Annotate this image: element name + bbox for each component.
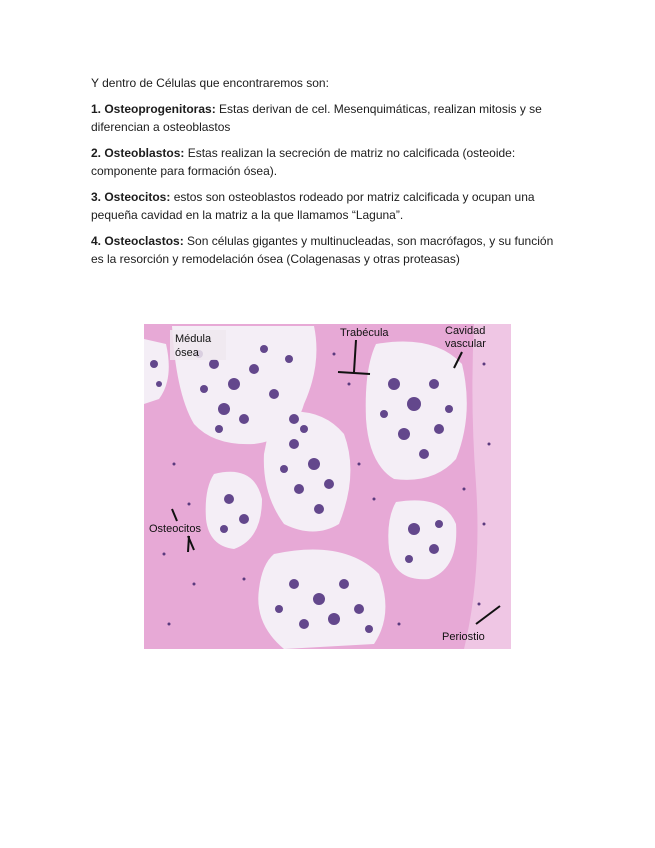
intro-text: Y dentro de Células que encontraremos son: [91,76,329,90]
item-title: 2. Osteoblastos: [91,146,185,160]
item-text: Son células gigantes y multinucleadas, son macrófagos, y su función es la resorción y remodelación ósea (Colagenasas y otras proteasas) [91,234,554,266]
label-trabecula: Trabécula [340,327,389,339]
label-osteocitos: Osteocitos [149,523,201,535]
document-body [91,74,566,276]
item-title: 1. Osteoprogenitoras: [91,102,216,116]
label-medula-line1: Médula [175,333,212,345]
item-text: estos son osteoblastos rodeado por matriz calcificada y ocupan una pequeña cavidad en la matriz a la que llamamos “Laguna”. [91,190,535,222]
item-text: Estas derivan de cel. Mesenquimáticas, realizan mitosis y se diferencian a osteoblastos [91,102,542,134]
item-title: 4. Osteoclastos: [91,234,184,248]
item-text: Estas realizan la secreción de matriz no calcificada (osteoide: componente para formación ósea). [91,146,516,178]
label-medula-line2: ósea [175,347,199,359]
list-item-osteocitos [91,188,566,224]
item-title: 3. Osteocitos: [91,190,171,204]
label-periostio: Periostio [442,631,485,643]
list-item-osteoblastos [91,144,566,180]
list-item-osteoprogenitoras [91,100,566,136]
marrow-cavity [388,500,456,579]
label-cavidad-line2: vascular [445,338,486,350]
label-cavidad-line1: Cavidad [445,325,486,337]
list-item-osteoclastos [91,232,566,268]
histology-figure [144,324,511,649]
histology-image [144,324,511,649]
